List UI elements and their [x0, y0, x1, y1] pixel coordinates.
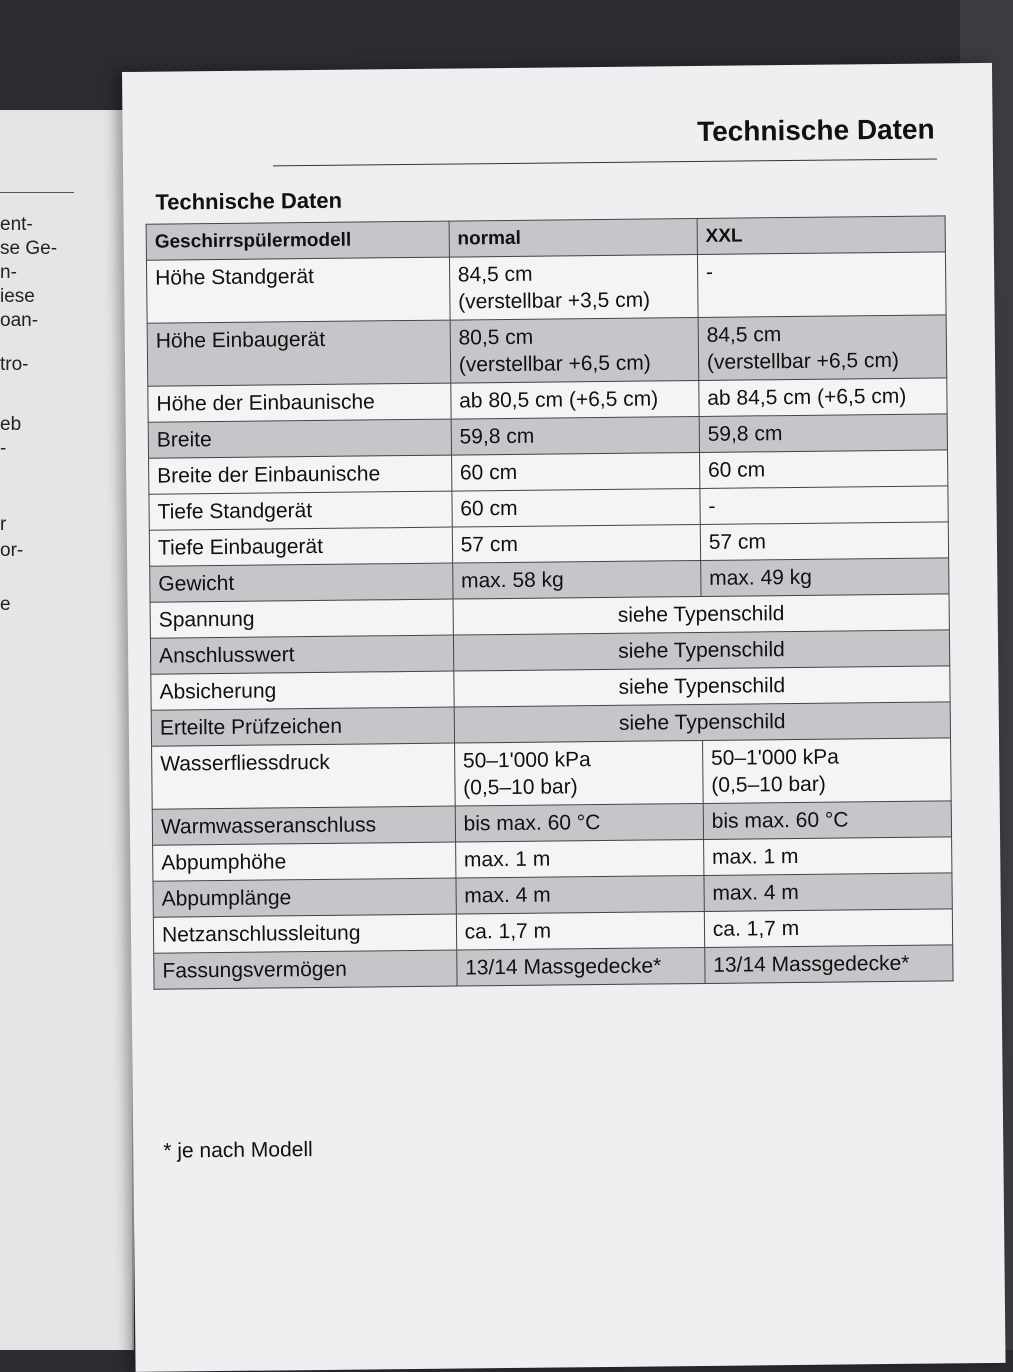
- row-value-merged: siehe Typenschild: [453, 594, 950, 635]
- value-line: 60 cm: [707, 458, 766, 482]
- row-value-xxl: [702, 738, 951, 804]
- row-value-xxl: [700, 486, 949, 525]
- row-label: Warmwasseranschluss: [152, 806, 455, 845]
- value-line: max. 1 m: [463, 847, 551, 872]
- value-line: (verstellbar +6,5 cm): [458, 351, 651, 377]
- row-value-xxl: [703, 801, 952, 840]
- value-line: 57 cm: [708, 530, 767, 554]
- header-col-normal: normal: [449, 218, 697, 257]
- row-value-normal: [451, 452, 699, 491]
- left-text-fragment: or-: [0, 540, 24, 561]
- page-title-rule: [273, 158, 937, 166]
- left-text-fragment: se Ge-: [0, 238, 58, 259]
- row-label: Netzanschlussleitung: [153, 914, 456, 953]
- header-model-label: Geschirrspülermodell: [146, 221, 449, 260]
- row-value-normal: [456, 911, 704, 950]
- value-line: 80,5 cm: [458, 325, 534, 350]
- row-label: Spannung: [150, 599, 453, 638]
- left-text-fragment: e: [0, 594, 11, 615]
- value-line: 50–1'000 kPa: [710, 745, 839, 770]
- row-value-normal: [450, 380, 698, 419]
- row-label: Höhe Standgerät: [146, 257, 449, 323]
- left-page: [0, 110, 134, 1350]
- value-line: 50–1'000 kPa: [462, 748, 591, 773]
- table-row: [147, 315, 947, 386]
- row-label: Absicherung: [151, 671, 454, 710]
- left-page-rule: [0, 192, 74, 193]
- row-value-xxl: [700, 558, 949, 597]
- row-value-normal: [455, 839, 703, 878]
- row-value-xxl: [704, 909, 953, 948]
- value-line: ca. 1,7 m: [464, 919, 552, 944]
- row-value-normal: [454, 740, 703, 806]
- row-value-xxl: [700, 522, 949, 561]
- row-label: Höhe Einbaugerät: [147, 320, 450, 386]
- manual-page: [122, 63, 1006, 1372]
- left-text-fragment: iese: [0, 286, 35, 307]
- table-row: [152, 738, 952, 809]
- row-label: Gewicht: [150, 563, 453, 602]
- row-value-normal: [455, 803, 703, 842]
- row-label: Breite: [148, 419, 451, 458]
- value-line: 13/14 Massgedecke*: [713, 951, 910, 977]
- left-text-fragment: eb: [0, 414, 22, 435]
- value-line: ab 80,5 cm (+6,5 cm): [459, 387, 659, 413]
- left-text-fragment: r: [0, 514, 7, 535]
- row-value-normal: [456, 947, 704, 986]
- left-text-fragment: -: [0, 438, 7, 459]
- row-value-xxl: [699, 414, 948, 453]
- footnote: * je nach Modell: [163, 1138, 313, 1163]
- row-value-merged: siehe Typenschild: [453, 630, 950, 671]
- row-label: Tiefe Einbaugerät: [149, 527, 452, 566]
- row-value-xxl: [705, 945, 954, 984]
- table-title: Technische Daten: [155, 187, 343, 215]
- value-line: 84,5 cm: [706, 323, 782, 347]
- value-line: 59,8 cm: [707, 422, 783, 446]
- value-line: bis max. 60 °C: [711, 808, 849, 833]
- left-text-fragment: ent-: [0, 214, 33, 235]
- technical-data-table: [146, 215, 954, 989]
- row-label: Abpumphöhe: [153, 842, 456, 881]
- value-line: max. 58 kg: [460, 568, 564, 593]
- row-value-xxl: [699, 450, 948, 489]
- value-line: -: [705, 260, 714, 284]
- left-text-fragment: tro-: [0, 354, 29, 375]
- row-value-normal: [452, 524, 700, 563]
- value-line: ab 84,5 cm (+6,5 cm): [707, 384, 907, 410]
- value-line: 57 cm: [460, 532, 518, 557]
- left-text-fragment: oan-: [0, 310, 39, 331]
- row-label: Fassungsvermögen: [154, 950, 457, 989]
- value-line: max. 1 m: [711, 844, 799, 869]
- row-value-normal: [450, 317, 699, 383]
- row-label: Erteilte Prüfzeichen: [151, 707, 454, 746]
- value-line: max. 4 m: [464, 883, 551, 908]
- value-line: ca. 1,7 m: [712, 916, 800, 941]
- row-value-xxl: [704, 873, 953, 912]
- page-title: Technische Daten: [696, 113, 935, 147]
- value-line: (verstellbar +3,5 cm): [458, 288, 651, 314]
- row-label: Breite der Einbaunische: [149, 455, 452, 494]
- value-line: (0,5–10 bar): [711, 772, 826, 797]
- row-label: Abpumplänge: [153, 878, 456, 917]
- row-value-xxl: [698, 315, 947, 381]
- value-line: 84,5 cm: [457, 262, 533, 287]
- row-value-xxl: [703, 837, 952, 876]
- value-line: max. 4 m: [712, 880, 799, 905]
- value-line: (verstellbar +6,5 cm): [706, 348, 900, 374]
- row-value-xxl: [699, 378, 948, 417]
- value-line: (0,5–10 bar): [463, 775, 578, 800]
- row-value-merged: siehe Typenschild: [454, 666, 951, 707]
- row-value-normal: [452, 560, 700, 599]
- row-label: Tiefe Standgerät: [149, 491, 452, 530]
- row-value-normal: [449, 254, 698, 320]
- row-value-merged: siehe Typenschild: [454, 702, 951, 743]
- value-line: 13/14 Massgedecke*: [464, 954, 662, 980]
- table-row: [146, 252, 946, 323]
- row-label: Anschlusswert: [150, 635, 453, 674]
- value-line: 59,8 cm: [459, 424, 535, 449]
- value-line: 60 cm: [460, 496, 518, 521]
- header-col-xxl: XXL: [697, 216, 946, 255]
- row-value-normal: [451, 416, 699, 455]
- value-line: 60 cm: [459, 460, 518, 485]
- row-label: Höhe der Einbaunische: [148, 383, 451, 422]
- value-line: -: [708, 494, 716, 518]
- table-row: [154, 945, 953, 989]
- row-value-normal: [456, 875, 704, 914]
- value-line: bis max. 60 °C: [463, 811, 601, 836]
- row-value-normal: [452, 488, 700, 527]
- left-text-fragment: n-: [0, 262, 17, 283]
- value-line: max. 49 kg: [709, 565, 813, 590]
- row-label: Wasserfliessdruck: [152, 743, 455, 809]
- row-value-xxl: [697, 252, 946, 318]
